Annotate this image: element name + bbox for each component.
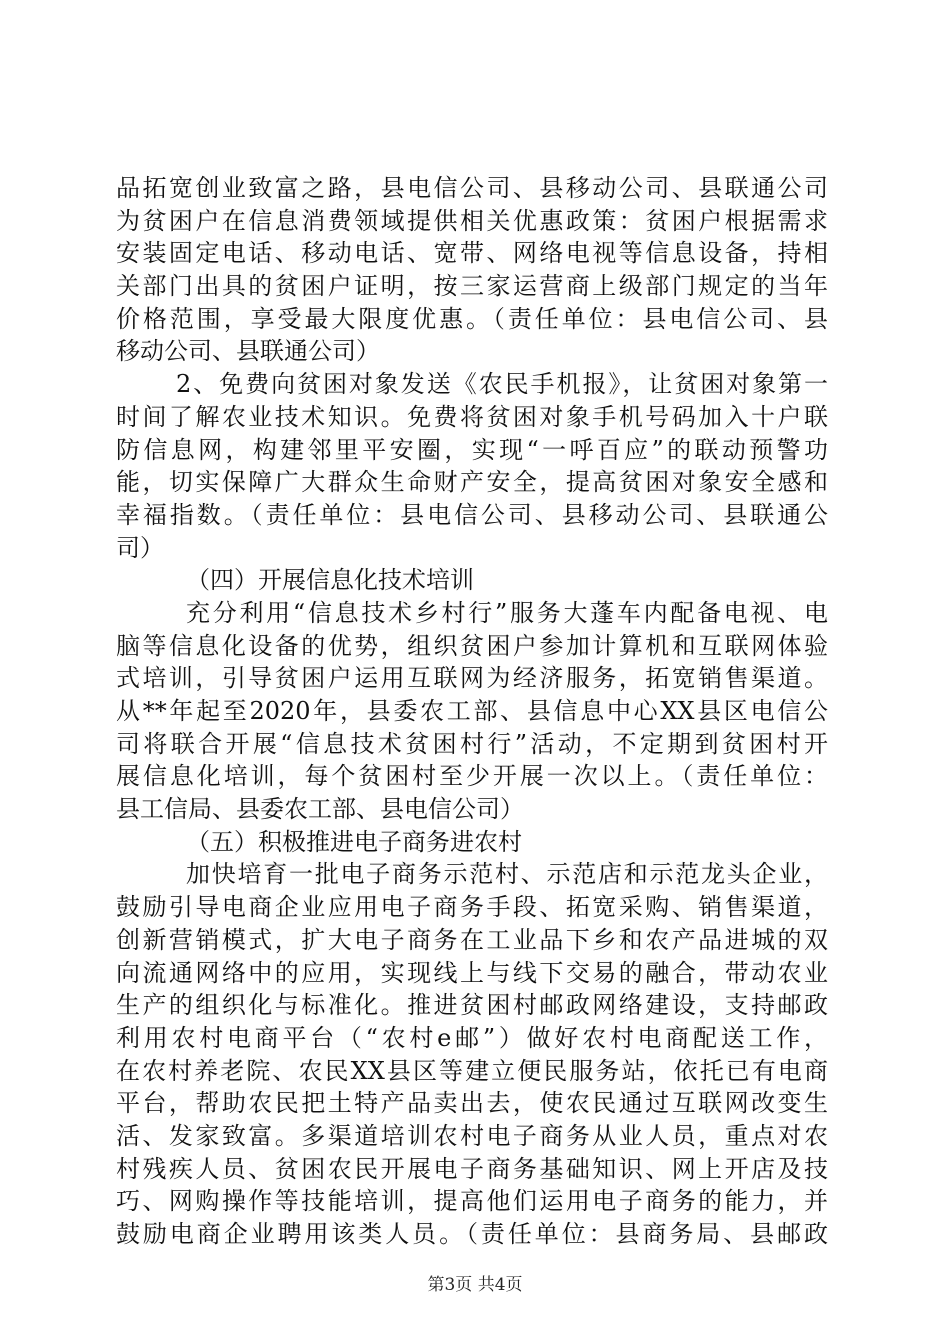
text-line: 安装固定电话、移动电话、宽带、网络电视等信息设备，持相 (116, 239, 828, 268)
text-line: 利用农村电商平台（“农村e邮”）做好农村电商配送工作， (116, 1023, 828, 1052)
text-line: 幸福指数。（责任单位：县电信公司、县移动公司、县联通公 (116, 500, 828, 529)
text-line: 时间了解农业技术知识。免费将贫困对象手机号码加入十户联 (116, 402, 828, 431)
text-line: 生产的组织化与标准化。推进贫困村邮政网络建设，支持邮政 (116, 991, 828, 1020)
text-line: 鼓励电商企业聘用该类人员。（责任单位：县商务局、县邮政 (116, 1220, 828, 1248)
text-line: 司将联合开展“信息技术贫困村行”活动，不定期到贫困村开 (116, 729, 828, 758)
text-line: 充分利用“信息技术乡村行”服务大蓬车内配备电视、电 (186, 598, 828, 627)
text-line: 2、免费向贫困对象发送《农民手机报》，让贫困对象第一 (176, 370, 828, 399)
text-line: （四）开展信息化技术培训 (186, 566, 474, 595)
text-line: 价格范围，享受最大限度优惠。（责任单位：县电信公司、县 (116, 304, 828, 333)
document-body (116, 172, 828, 1251)
text-line: （五）积极推进电子商务进农村 (186, 827, 522, 856)
text-line: 防信息网，构建邻里平安圈，实现“一呼百应”的联动预警功 (116, 435, 828, 464)
page-footer: 第3页 共4页 (427, 1275, 523, 1295)
text-line: 活、发家致富。多渠道培训农村电子商务从业人员，重点对农 (116, 1121, 828, 1150)
text-line: 能，切实保障广大群众生命财产安全，提高贫困对象安全感和 (116, 468, 828, 497)
text-line: 移动公司、县联通公司） (116, 337, 380, 366)
text-line: 村残疾人员、贫困农民开展电子商务基础知识、网上开店及技 (116, 1154, 828, 1183)
text-line: 品拓宽创业致富之路，县电信公司、县移动公司、县联通公司 (116, 174, 828, 202)
text-line: 巧、网购操作等技能培训，提高他们运用电子商务的能力，并 (116, 1187, 828, 1216)
text-line: 为贫困户在信息消费领域提供相关优惠政策：贫困户根据需求 (116, 206, 828, 235)
text-line: 司） (116, 533, 164, 562)
text-line: 加快培育一批电子商务示范村、示范店和示范龙头企业， (186, 860, 828, 889)
text-line: 式培训，引导贫困户运用互联网为经济服务，拓宽销售渠道。 (116, 664, 828, 693)
text-line: 创新营销模式，扩大电子商务在工业品下乡和农产品进城的双 (116, 925, 828, 954)
text-line: 县工信局、县委农工部、县电信公司） (116, 795, 524, 824)
text-line: 展信息化培训，每个贫困村至少开展一次以上。（责任单位： (116, 762, 828, 791)
text-line: 从**年起至2020年，县委农工部、县信息中心XX县区电信公 (116, 697, 828, 725)
text-line: 鼓励引导电商企业应用电子商务手段、拓宽采购、销售渠道， (116, 893, 828, 922)
text-line: 平台，帮助农民把土特产品卖出去，使农民通过互联网改变生 (116, 1089, 828, 1118)
text-line: 向流通网络中的应用，实现线上与线下交易的融合，带动农业 (116, 958, 828, 987)
text-line: 在农村养老院、农民XX县区等建立便民服务站，依托已有电商 (116, 1056, 828, 1085)
text-line: 关部门出具的贫困户证明，按三家运营商上级部门规定的当年 (116, 272, 828, 301)
text-line: 脑等信息化设备的优势，组织贫困户参加计算机和互联网体验 (116, 631, 828, 660)
